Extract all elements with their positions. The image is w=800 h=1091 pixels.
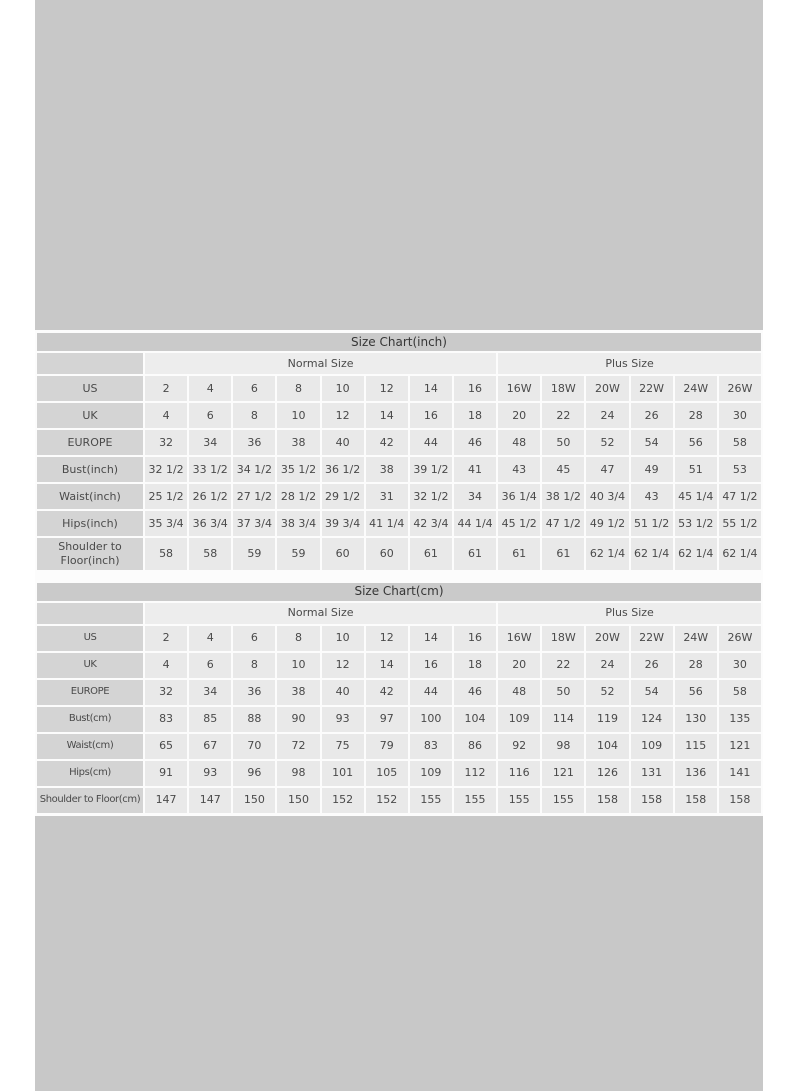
size-cell: 26W — [719, 376, 761, 401]
row-label: US — [37, 376, 143, 401]
size-cell: 39 3/4 — [322, 511, 364, 536]
size-cell: 150 — [277, 788, 319, 813]
size-cell: 83 — [145, 707, 187, 732]
size-cell: 6 — [233, 626, 275, 651]
group-header: Plus Size — [498, 353, 761, 374]
size-cell: 51 1/2 — [631, 511, 673, 536]
corner-cell — [37, 603, 143, 624]
group-header-row — [37, 353, 761, 374]
size-cell: 56 — [675, 680, 717, 705]
size-cell: 121 — [542, 761, 584, 786]
size-cell: 14 — [366, 403, 408, 428]
table-row — [37, 707, 761, 732]
table-row — [37, 734, 761, 759]
size-cell: 26 — [631, 653, 673, 678]
size-cell: 45 1/4 — [675, 484, 717, 509]
size-chart-inch-table — [35, 331, 763, 572]
size-cell: 147 — [189, 788, 231, 813]
table-row — [37, 761, 761, 786]
table-row — [37, 538, 761, 570]
size-cell: 119 — [586, 707, 628, 732]
size-cell: 38 3/4 — [277, 511, 319, 536]
size-cell: 114 — [542, 707, 584, 732]
size-cell: 8 — [233, 403, 275, 428]
table-row — [37, 484, 761, 509]
size-cell: 150 — [233, 788, 275, 813]
size-cell: 39 1/2 — [410, 457, 452, 482]
row-label: Bust(inch) — [37, 457, 143, 482]
size-cell: 92 — [498, 734, 540, 759]
size-cell: 98 — [542, 734, 584, 759]
table-title: Size Chart(inch) — [37, 333, 761, 351]
size-cell: 20 — [498, 653, 540, 678]
size-cell: 16 — [410, 403, 452, 428]
size-cell: 8 — [233, 653, 275, 678]
table-row — [37, 511, 761, 536]
size-cell: 16 — [454, 376, 496, 401]
size-cell: 6 — [189, 653, 231, 678]
size-cell: 18 — [454, 653, 496, 678]
size-cell: 6 — [189, 403, 231, 428]
size-cell: 16 — [454, 626, 496, 651]
size-cell: 42 — [366, 680, 408, 705]
group-header: Normal Size — [145, 353, 496, 374]
size-cell: 75 — [322, 734, 364, 759]
size-cell: 155 — [498, 788, 540, 813]
size-cell: 158 — [631, 788, 673, 813]
size-cell: 18W — [542, 626, 584, 651]
row-label: Waist(inch) — [37, 484, 143, 509]
size-cell: 4 — [189, 376, 231, 401]
size-cell: 155 — [542, 788, 584, 813]
size-cell: 32 1/2 — [145, 457, 187, 482]
size-cell: 4 — [145, 653, 187, 678]
product-image-background — [35, 0, 763, 1091]
size-cell: 36 — [233, 680, 275, 705]
size-cell: 43 — [498, 457, 540, 482]
size-cell: 158 — [586, 788, 628, 813]
size-cell: 47 1/2 — [719, 484, 761, 509]
size-cell: 32 — [145, 680, 187, 705]
size-cell: 53 1/2 — [675, 511, 717, 536]
size-cell: 24W — [675, 626, 717, 651]
size-cell: 25 1/2 — [145, 484, 187, 509]
size-cell: 58 — [189, 538, 231, 570]
size-cell: 90 — [277, 707, 319, 732]
size-cell: 61 — [410, 538, 452, 570]
size-cell: 54 — [631, 430, 673, 455]
size-cell: 36 — [233, 430, 275, 455]
size-cell: 26W — [719, 626, 761, 651]
size-cell: 36 1/4 — [498, 484, 540, 509]
size-cell: 58 — [145, 538, 187, 570]
size-cell: 62 1/4 — [719, 538, 761, 570]
size-cell: 155 — [410, 788, 452, 813]
row-label: Hips(cm) — [37, 761, 143, 786]
size-cell: 93 — [189, 761, 231, 786]
size-cell: 42 3/4 — [410, 511, 452, 536]
table-row — [37, 430, 761, 455]
size-cell: 10 — [322, 376, 364, 401]
size-cell: 131 — [631, 761, 673, 786]
size-cell: 56 — [675, 430, 717, 455]
size-chart-panel — [35, 330, 763, 816]
size-cell: 36 1/2 — [322, 457, 364, 482]
size-cell: 43 — [631, 484, 673, 509]
row-label: Waist(cm) — [37, 734, 143, 759]
table-row — [37, 680, 761, 705]
size-cell: 16W — [498, 626, 540, 651]
size-cell: 10 — [322, 626, 364, 651]
size-cell: 32 — [145, 430, 187, 455]
size-cell: 109 — [410, 761, 452, 786]
size-cell: 14 — [366, 653, 408, 678]
size-cell: 38 — [277, 430, 319, 455]
size-cell: 46 — [454, 680, 496, 705]
size-cell: 65 — [145, 734, 187, 759]
size-cell: 91 — [145, 761, 187, 786]
size-cell: 130 — [675, 707, 717, 732]
size-cell: 53 — [719, 457, 761, 482]
size-cell: 2 — [145, 626, 187, 651]
size-cell: 152 — [322, 788, 364, 813]
size-cell: 44 1/4 — [454, 511, 496, 536]
size-cell: 14 — [410, 626, 452, 651]
size-cell: 60 — [322, 538, 364, 570]
size-cell: 72 — [277, 734, 319, 759]
size-cell: 12 — [366, 626, 408, 651]
size-cell: 6 — [233, 376, 275, 401]
size-cell: 22 — [542, 653, 584, 678]
size-cell: 18W — [542, 376, 584, 401]
size-cell: 26 — [631, 403, 673, 428]
row-label: UK — [37, 653, 143, 678]
size-cell: 40 — [322, 680, 364, 705]
size-cell: 34 1/2 — [233, 457, 275, 482]
size-cell: 27 1/2 — [233, 484, 275, 509]
size-cell: 100 — [410, 707, 452, 732]
size-cell: 45 1/2 — [498, 511, 540, 536]
size-cell: 22W — [631, 626, 673, 651]
size-cell: 121 — [719, 734, 761, 759]
size-cell: 49 1/2 — [586, 511, 628, 536]
size-cell: 12 — [322, 653, 364, 678]
size-cell: 61 — [498, 538, 540, 570]
size-cell: 126 — [586, 761, 628, 786]
group-header-row — [37, 603, 761, 624]
size-cell: 59 — [277, 538, 319, 570]
size-cell: 51 — [675, 457, 717, 482]
size-cell: 40 — [322, 430, 364, 455]
size-cell: 141 — [719, 761, 761, 786]
size-cell: 109 — [498, 707, 540, 732]
corner-cell — [37, 353, 143, 374]
size-cell: 16W — [498, 376, 540, 401]
row-label: Hips(inch) — [37, 511, 143, 536]
size-cell: 30 — [719, 403, 761, 428]
size-cell: 47 — [586, 457, 628, 482]
size-cell: 62 1/4 — [631, 538, 673, 570]
size-cell: 98 — [277, 761, 319, 786]
table-row — [37, 626, 761, 651]
size-cell: 136 — [675, 761, 717, 786]
table-title-row — [37, 333, 761, 351]
table-title: Size Chart(cm) — [37, 583, 761, 601]
table-row — [37, 653, 761, 678]
size-cell: 79 — [366, 734, 408, 759]
size-cell: 12 — [366, 376, 408, 401]
size-cell: 93 — [322, 707, 364, 732]
size-cell: 85 — [189, 707, 231, 732]
size-cell: 158 — [675, 788, 717, 813]
size-cell: 158 — [719, 788, 761, 813]
size-cell: 20W — [586, 376, 628, 401]
size-cell: 10 — [277, 403, 319, 428]
group-header: Normal Size — [145, 603, 496, 624]
table-row — [37, 457, 761, 482]
row-label: US — [37, 626, 143, 651]
size-cell: 18 — [454, 403, 496, 428]
size-cell: 52 — [586, 430, 628, 455]
size-cell: 20 — [498, 403, 540, 428]
row-label: UK — [37, 403, 143, 428]
size-cell: 34 — [189, 430, 231, 455]
size-cell: 33 1/2 — [189, 457, 231, 482]
size-cell: 152 — [366, 788, 408, 813]
size-cell: 105 — [366, 761, 408, 786]
row-label: Bust(cm) — [37, 707, 143, 732]
size-cell: 32 1/2 — [410, 484, 452, 509]
size-cell: 30 — [719, 653, 761, 678]
group-header: Plus Size — [498, 603, 761, 624]
table-row — [37, 788, 761, 813]
size-cell: 67 — [189, 734, 231, 759]
size-cell: 124 — [631, 707, 673, 732]
size-cell: 35 3/4 — [145, 511, 187, 536]
size-cell: 97 — [366, 707, 408, 732]
size-cell: 34 — [189, 680, 231, 705]
size-cell: 104 — [586, 734, 628, 759]
size-cell: 44 — [410, 430, 452, 455]
size-cell: 59 — [233, 538, 275, 570]
size-cell: 96 — [233, 761, 275, 786]
size-cell: 45 — [542, 457, 584, 482]
size-cell: 50 — [542, 430, 584, 455]
size-cell: 38 1/2 — [542, 484, 584, 509]
size-cell: 28 1/2 — [277, 484, 319, 509]
size-cell: 62 1/4 — [675, 538, 717, 570]
row-label: Shoulder to Floor(cm) — [37, 788, 143, 813]
size-cell: 48 — [498, 680, 540, 705]
size-cell: 14 — [410, 376, 452, 401]
size-cell: 24 — [586, 653, 628, 678]
size-cell: 20W — [586, 626, 628, 651]
size-cell: 36 3/4 — [189, 511, 231, 536]
size-cell: 22 — [542, 403, 584, 428]
size-cell: 50 — [542, 680, 584, 705]
size-cell: 61 — [542, 538, 584, 570]
size-cell: 37 3/4 — [233, 511, 275, 536]
size-cell: 58 — [719, 430, 761, 455]
size-cell: 38 — [366, 457, 408, 482]
size-cell: 2 — [145, 376, 187, 401]
size-cell: 38 — [277, 680, 319, 705]
size-cell: 28 — [675, 653, 717, 678]
size-cell: 34 — [454, 484, 496, 509]
table-row — [37, 403, 761, 428]
size-cell: 29 1/2 — [322, 484, 364, 509]
size-cell: 48 — [498, 430, 540, 455]
size-cell: 26 1/2 — [189, 484, 231, 509]
size-cell: 12 — [322, 403, 364, 428]
size-cell: 24W — [675, 376, 717, 401]
row-label: Shoulder to Floor(inch) — [37, 538, 143, 570]
size-cell: 4 — [145, 403, 187, 428]
size-cell: 135 — [719, 707, 761, 732]
size-chart-cm-table — [35, 581, 763, 815]
size-cell: 16 — [410, 653, 452, 678]
size-cell: 42 — [366, 430, 408, 455]
size-cell: 52 — [586, 680, 628, 705]
row-label: EUROPE — [37, 680, 143, 705]
size-cell: 40 3/4 — [586, 484, 628, 509]
size-cell: 112 — [454, 761, 496, 786]
size-cell: 147 — [145, 788, 187, 813]
size-cell: 54 — [631, 680, 673, 705]
size-cell: 116 — [498, 761, 540, 786]
size-cell: 49 — [631, 457, 673, 482]
size-cell: 101 — [322, 761, 364, 786]
size-cell: 10 — [277, 653, 319, 678]
size-cell: 4 — [189, 626, 231, 651]
table-title-row — [37, 583, 761, 601]
size-cell: 62 1/4 — [586, 538, 628, 570]
size-cell: 22W — [631, 376, 673, 401]
size-cell: 31 — [366, 484, 408, 509]
size-cell: 47 1/2 — [542, 511, 584, 536]
row-label: EUROPE — [37, 430, 143, 455]
size-cell: 155 — [454, 788, 496, 813]
size-cell: 70 — [233, 734, 275, 759]
size-cell: 60 — [366, 538, 408, 570]
size-cell: 61 — [454, 538, 496, 570]
size-cell: 8 — [277, 376, 319, 401]
size-cell: 58 — [719, 680, 761, 705]
table-row — [37, 376, 761, 401]
size-cell: 55 1/2 — [719, 511, 761, 536]
size-cell: 41 — [454, 457, 496, 482]
size-cell: 88 — [233, 707, 275, 732]
size-cell: 24 — [586, 403, 628, 428]
size-cell: 109 — [631, 734, 673, 759]
size-cell: 115 — [675, 734, 717, 759]
size-cell: 104 — [454, 707, 496, 732]
size-cell: 28 — [675, 403, 717, 428]
size-cell: 8 — [277, 626, 319, 651]
size-cell: 35 1/2 — [277, 457, 319, 482]
size-cell: 83 — [410, 734, 452, 759]
size-cell: 44 — [410, 680, 452, 705]
size-cell: 41 1/4 — [366, 511, 408, 536]
size-cell: 46 — [454, 430, 496, 455]
size-cell: 86 — [454, 734, 496, 759]
